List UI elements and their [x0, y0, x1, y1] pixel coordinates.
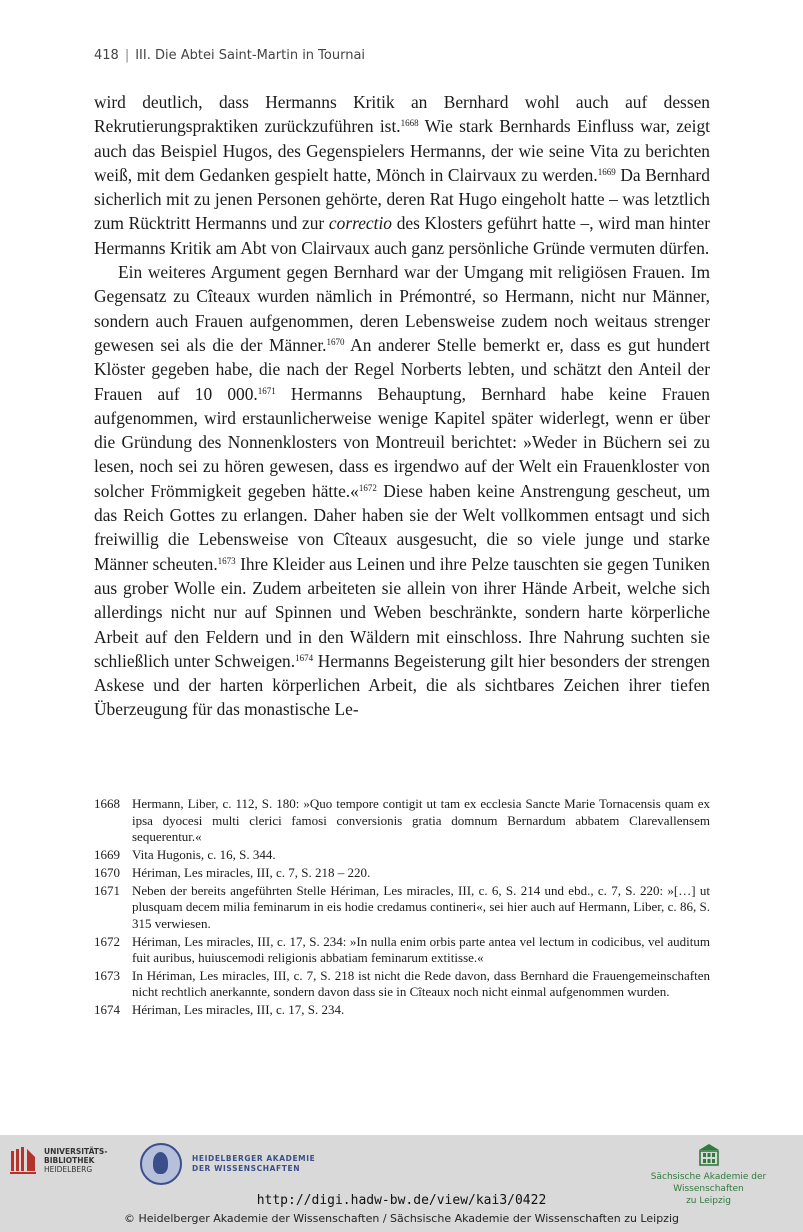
- footnote-number: 1671: [94, 882, 120, 898]
- hadw-name-line: DER WISSENSCHAFTEN: [192, 1164, 301, 1173]
- footnote-text: Hériman, Les miracles, III, c. 7, S. 218 – 220.: [132, 864, 371, 880]
- permalink-url[interactable]: http://digi.hadw-bw.de/view/kai3/0422: [256, 1193, 547, 1208]
- main-text: [94, 90, 710, 722]
- hadw-name: [192, 1154, 315, 1174]
- text-run: Ihre Kleider aus Leinen und ihre Pelze tauschten sie gegen Tuniken aus grober Wolle ein. Zudem arbeiteten sie allein von ihrer Hände Arbeit, welche sich allerdings nicht nur auf Spinnen und Weben beschränkte, sondern harte körperliche Arbeit auf den Feldern und in den Wäldern mit einschloss. Ihre Nahrung suchten sie schließlich unter Schweigen.: [94, 553, 710, 671]
- footnote: [94, 968, 710, 1001]
- footnote-ref[interactable]: 1669: [597, 166, 616, 177]
- footnote: [94, 865, 710, 882]
- ub-name: [44, 1147, 107, 1174]
- text-run: An anderer Stelle bemerkt er, dass es gut hundert Klöster gegeben habe, die nach der Regel Norberts lebten, und schätzt den Anteil der Frauen auf 10 000.: [94, 334, 711, 404]
- italic-term: correctio: [328, 213, 393, 234]
- page-number: 418: [94, 48, 119, 63]
- text-run: Hermanns Behauptung, Bernhard habe keine Frauen aufgenommen, wird erstaunlicherweise wenige Kapitel später widerlegt, wenn er über die Gründung des Nonnenklosters von Montreuil berichtet: »Weder in Büchern sei zu lesen, noch sei zu hören gewesen, dass es irgendwo auf der Welt ein Frauenkloster von solcher Frömmigkeit gegeben hätte.«: [94, 383, 710, 501]
- footnote: [94, 934, 710, 967]
- hadw-seal-icon: [140, 1143, 182, 1185]
- footnote-number: 1672: [94, 933, 120, 949]
- footnote-ref[interactable]: 1674: [295, 652, 314, 663]
- footnote-text: In Hériman, Les miracles, III, c. 7, S. 218 ist nicht die Rede davon, dass Bernhard die Frauengemeinschaften nicht rechtlich anerkannte, sondern davon dass sie in Cîteaux noch nicht einmal aufgenommen wurden.: [132, 967, 710, 1000]
- footnote-number: 1669: [94, 846, 120, 862]
- footnote-text: Neben der bereits angeführten Stelle Hériman, Les miracles, III, c. 6, S. 214 und ebd., c. 7, S. 220: »[…] ut plusquam decem milia feminarum in eis hodie credamus contineri«, sei hier auch auf Hermann, Liber, c. 86, S. 315 verwiesen.: [132, 882, 710, 931]
- running-header: [94, 48, 714, 63]
- text-run: des Klosters geführt hatte –, wird man hinter Hermanns Kritik am Abt von Clairvaux auch ganz persönliche Gründe vermuten dürfen.: [94, 213, 710, 258]
- paragraph-1: [94, 90, 710, 260]
- paragraph-2: [94, 260, 710, 722]
- footnote-ref[interactable]: 1672: [358, 482, 377, 493]
- text-run: Ein weiteres Argument gegen Bernhard war der Umgang mit religiösen Frauen. Im Gegensatz zu Cîteaux wurden nämlich in Prémontré, so Hermann, nicht nur Männer, sondern auch Frauen aufgenommen, deren Lebensweise zudem noch weitaus strenger gewesen sei als die der Männer.: [94, 262, 710, 355]
- footnote: [94, 1002, 710, 1019]
- footnote-number: 1668: [94, 796, 120, 811]
- footnote-text: Vita Hugonis, c. 16, S. 344.: [132, 846, 276, 862]
- ub-building-icon: [8, 1145, 38, 1175]
- ub-name-line: UNIVERSITÄTS-: [44, 1146, 108, 1156]
- ub-name-line: HEIDELBERG: [44, 1164, 93, 1174]
- running-title: III. Die Abtei Saint-Martin in Tournai: [135, 48, 366, 63]
- footnote-number: 1670: [94, 864, 120, 880]
- header-separator: |: [124, 48, 130, 63]
- saw-name-line: zu Leipzig: [686, 1196, 731, 1206]
- footnote-text: Hermann, Liber, c. 112, S. 180: »Quo tempore contigit ut tam ex ecclesia Sancte Marie Tornacensis quam ex ipsa dyocesi multi clerici famosi conversionis gratia domnum Bernardum abbatem Clarevallensem sequerentur.«: [132, 796, 710, 845]
- footnote-ref[interactable]: 1670: [326, 336, 345, 347]
- text-run: Diese haben keine Anstrengung gescheut, um das Reich Gottes zu erlangen. Daher haben sie der Welt vollkommen entsagt und sich freiwillig die Lebensweise von Cîteaux ausgesucht, die so viele junge und starke Männer scheuten.: [94, 480, 710, 574]
- footnote: [94, 847, 710, 864]
- ub-name-line: BIBLIOTHEK: [44, 1155, 95, 1165]
- footnote-text: Hériman, Les miracles, III, c. 17, S. 234: »In nulla enim orbis parte antea vel lectum in codicibus, vel auditum fuit auribus, huiuscemodi religionis abbatiam feminarum extitisse.«: [132, 933, 710, 966]
- footnote-number: 1674: [94, 1002, 120, 1018]
- digitization-footer: [0, 1135, 803, 1232]
- hadw-name-line: HEIDELBERGER AKADEMIE: [192, 1154, 316, 1163]
- saw-name-line: Sächsische Akademie der Wissenschaften: [650, 1172, 767, 1194]
- footnote-number: 1673: [94, 967, 120, 983]
- footnotes: [94, 796, 710, 1020]
- saw-building-icon: [698, 1143, 720, 1167]
- footnote-text: Hériman, Les miracles, III, c. 17, S. 234.: [132, 1002, 345, 1018]
- copyright-notice: © Heidelberger Akademie der Wissenschaften / Sächsische Akademie der Wissenschaften zu Leipzig: [123, 1212, 679, 1225]
- text-run: Wie stark Bernhards Einfluss war, zeigt auch das Beispiel Hugos, des Gegenspielers Hermanns, der wie seine Vita zu berichten weiß, mit dem Gedanken gespielt hatte, Mönch in Clairvaux zu werden.: [94, 116, 710, 185]
- footnote: [94, 883, 710, 933]
- footnote-ref[interactable]: 1668: [400, 118, 419, 129]
- ub-heidelberg-logo[interactable]: [8, 1145, 107, 1175]
- text-run: wird deutlich, dass Hermanns Kritik an Bernhard wohl auch auf dessen Rekrutierungspraktiken zurückzuführen ist.: [94, 92, 710, 137]
- footnote-ref[interactable]: 1671: [257, 385, 276, 396]
- text-run: Hermanns Begeisterung gilt hier besonders der strengen Askese und der harten körperlichen Arbeit, die als sichtbares Zeichen ihrer tiefen Überzeugung für das monastische Le-: [94, 650, 710, 720]
- footnote-ref[interactable]: 1673: [217, 555, 236, 566]
- hadw-logo[interactable]: [140, 1143, 315, 1185]
- text-run: Da Bernhard sicherlich mit zu jenen Personen gehörte, deren Rat Hugo eingeholt hatte – was letztlich zum Rücktritt Hermanns und zur: [94, 164, 710, 234]
- footnote: [94, 796, 710, 846]
